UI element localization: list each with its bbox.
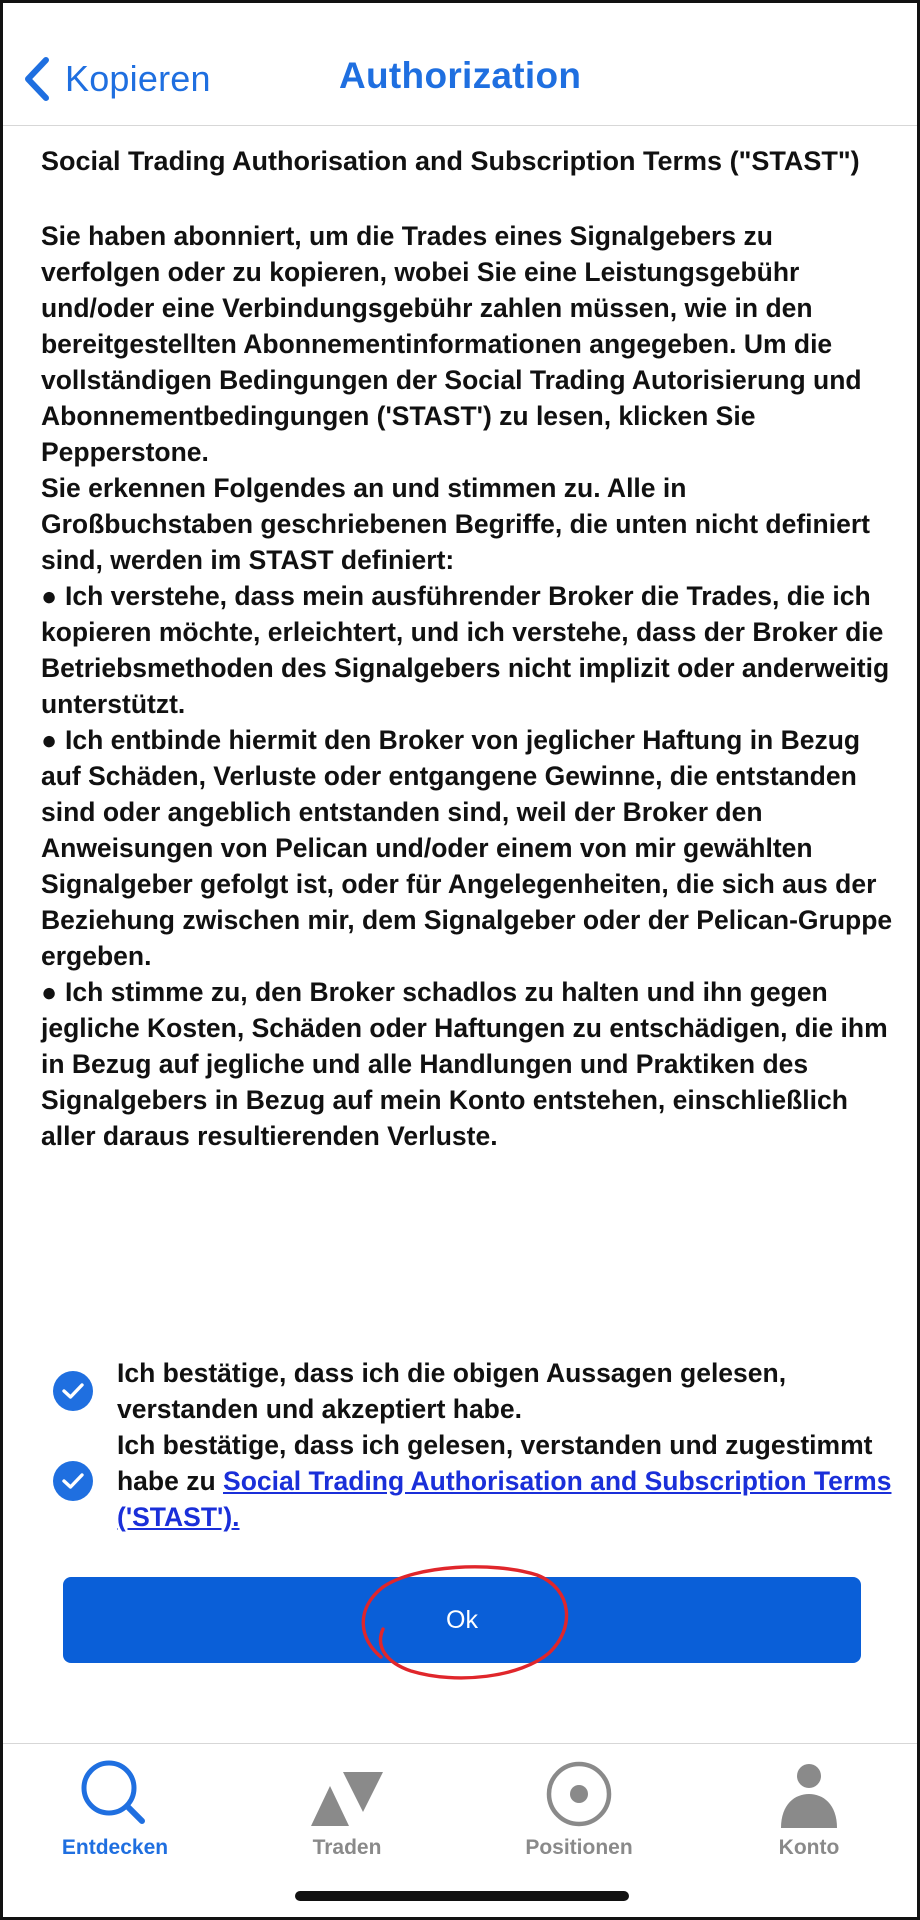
triangles-icon xyxy=(309,1758,385,1830)
terms-content xyxy=(41,143,893,1154)
confirm-read-row xyxy=(53,1355,893,1427)
confirm-terms-row xyxy=(53,1427,893,1535)
home-indicator xyxy=(295,1891,629,1901)
tab-traden[interactable] xyxy=(247,1758,447,1860)
confirm-terms-text: Ich bestätige, dass ich gelesen, verstanden und zugestimmt habe zu xyxy=(117,1430,873,1496)
checkmark-icon xyxy=(61,1471,85,1491)
tab-konto[interactable] xyxy=(709,1758,909,1860)
ok-button-label: Ok xyxy=(446,1605,478,1634)
tab-label: Konto xyxy=(778,1836,840,1859)
stast-terms-link[interactable]: Social Trading Authorisation and Subscription Terms ('STAST'). xyxy=(117,1466,892,1532)
tab-label: Positionen xyxy=(525,1836,633,1859)
tab-positionen[interactable] xyxy=(479,1758,679,1860)
confirm-terms-label xyxy=(117,1427,893,1535)
document-body xyxy=(41,218,893,1154)
acknowledge-paragraph: Sie erkennen Folgendes an und stimmen zu. Alle in Großbuchstaben geschriebenen Begriffe, die unten nicht definiert sind, werden im STAST definiert: xyxy=(41,473,870,575)
confirm-read-label: Ich bestätige, dass ich die obigen Aussagen gelesen, verstanden und akzeptiert habe. xyxy=(117,1358,787,1424)
navigation-header xyxy=(3,3,917,126)
checkmark-icon xyxy=(61,1381,85,1401)
tab-entdecken[interactable] xyxy=(15,1758,215,1860)
target-icon xyxy=(543,1758,615,1830)
confirmation-checks xyxy=(53,1355,893,1535)
bullet-item: ● Ich entbinde hiermit den Broker von jeglicher Haftung in Bezug auf Schäden, Verluste oder entgangene Gewinne, die entstanden sind oder angeblich entstanden sind, weil der Broker den Anweisungen von Pelican und/oder einem von mir gewählten Signalgeber gefolgt ist, oder für Angelegenheiten, die sich aus der Beziehung zwischen mir, dem Signalgeber oder der Pelican-Gruppe ergeben. xyxy=(41,722,893,974)
confirm-terms-checkbox[interactable] xyxy=(53,1461,93,1501)
back-label: Kopieren xyxy=(65,58,211,99)
bullet-item: ● Ich verstehe, dass mein ausführender Broker die Trades, die ich kopieren möchte, erleichtert, und ich verstehe, dass der Broker die Betriebsmethoden des Signalgebers nicht implizit oder anderweitig unterstützt. xyxy=(41,578,893,722)
person-icon xyxy=(773,1758,845,1830)
confirm-read-checkbox[interactable] xyxy=(53,1371,93,1411)
search-icon xyxy=(79,1758,151,1830)
tab-label: Traden xyxy=(312,1836,382,1859)
tab-label: Entdecken xyxy=(61,1836,169,1859)
document-title: Social Trading Authorisation and Subscription Terms ("STAST") xyxy=(41,146,860,176)
back-button[interactable] xyxy=(23,51,211,107)
intro-paragraph: Sie haben abonniert, um die Trades eines Signalgebers zu verfolgen oder zu kopieren, wobei Sie eine Leistungsgebühr und/oder eine Verbindungsgebühr zahlen müssen, wie in den bereitgestellten Abonnementinformationen angegeben. Um die vollständigen Bedingungen der Social Trading Autorisierung und Abonnementbedingungen ('STAST') zu lesen, klicken Sie Pepperstone. xyxy=(41,221,862,467)
ok-button[interactable] xyxy=(63,1577,861,1663)
chevron-left-icon xyxy=(23,56,51,102)
bullet-item: ● Ich stimme zu, den Broker schadlos zu halten und ihn gegen jegliche Kosten, Schäden oder Haftungen zu entschädigen, die ihm in Bezug auf jegliche und alle Handlungen und Praktiken des Signalgebers in Bezug auf mein Konto entstehen, einschließlich aller daraus resultierenden Verluste. xyxy=(41,974,893,1154)
page-title: Authorization xyxy=(339,55,582,96)
